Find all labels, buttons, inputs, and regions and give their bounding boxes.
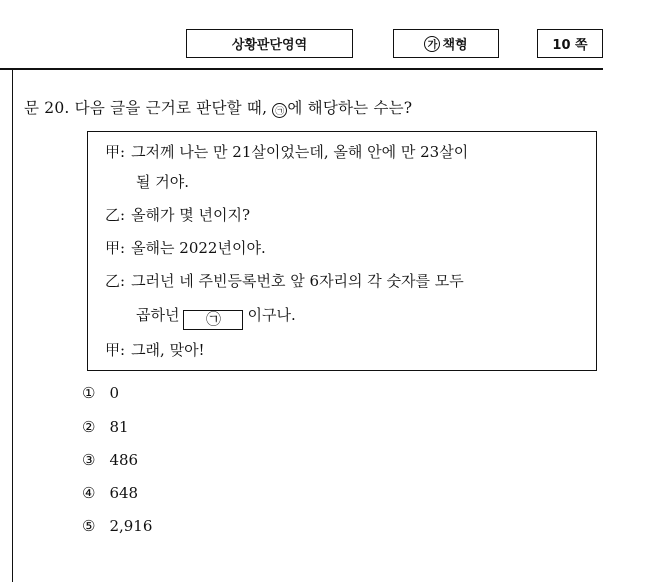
speaker-label: 乙: — [105, 206, 126, 224]
option-value: 81 — [109, 418, 129, 436]
option-number: ② — [82, 418, 96, 436]
speaker-label: 乙: — [105, 272, 126, 290]
option-number: ① — [82, 384, 96, 402]
dialog-line — [136, 304, 296, 330]
option-number: ③ — [82, 451, 96, 469]
dialog-line — [105, 270, 464, 291]
dialog-line — [105, 237, 266, 258]
option-1[interactable] — [82, 384, 119, 402]
option-value: 648 — [109, 484, 139, 502]
option-5[interactable] — [82, 517, 152, 535]
dialog-text: 곱하넌 — [136, 306, 180, 324]
circled-marker: ㉠ — [272, 103, 287, 118]
dialog-text: 올해는 2022년이야. — [131, 239, 266, 257]
header-area-label: 상황판단영역 — [231, 38, 308, 53]
header-page-box — [537, 29, 603, 58]
option-3[interactable] — [82, 451, 138, 469]
dialog-text: 올해가 몇 년이지? — [131, 206, 251, 224]
question-suffix: 에 해당하는 수는? — [287, 99, 413, 117]
header-rule — [0, 68, 603, 70]
answer-blank-box: ㉠ — [183, 310, 243, 330]
type-circle-mark: 가 — [424, 36, 440, 52]
option-number: ⑤ — [82, 517, 96, 535]
header-page-label: 10 쪽 — [552, 38, 588, 53]
header-area-box — [186, 29, 353, 58]
header-type-box — [393, 29, 499, 58]
dialog-text: 그러넌 네 주빈등록번호 앞 6자리의 각 숫자를 모두 — [131, 272, 464, 290]
dialog-text: 그저께 나는 만 21살이었는데, 올해 안에 만 23살이 — [131, 143, 469, 161]
dialog-line — [136, 171, 189, 192]
question-text — [24, 96, 412, 118]
speaker-label: 甲: — [105, 143, 126, 161]
speaker-label: 甲: — [105, 341, 126, 359]
dialog-line — [105, 204, 250, 225]
option-number: ④ — [82, 484, 96, 502]
speaker-label: 甲: — [105, 239, 126, 257]
dialog-line — [105, 339, 205, 360]
option-value: 486 — [109, 451, 139, 469]
dialog-box — [87, 131, 597, 371]
dialog-line — [105, 141, 468, 162]
option-2[interactable] — [82, 418, 129, 436]
option-value: 2,916 — [109, 517, 153, 535]
dialog-text: 이구나. — [247, 306, 296, 324]
dialog-text: 그래, 맞아! — [131, 341, 205, 359]
option-4[interactable] — [82, 484, 138, 502]
question-prefix: 문 20. 다음 글을 근거로 판단할 때, — [24, 99, 273, 117]
dialog-text: 될 거야. — [136, 173, 190, 191]
option-value: 0 — [109, 384, 119, 402]
header-type-label: 책형 — [442, 38, 468, 53]
left-margin-rule — [12, 68, 13, 582]
